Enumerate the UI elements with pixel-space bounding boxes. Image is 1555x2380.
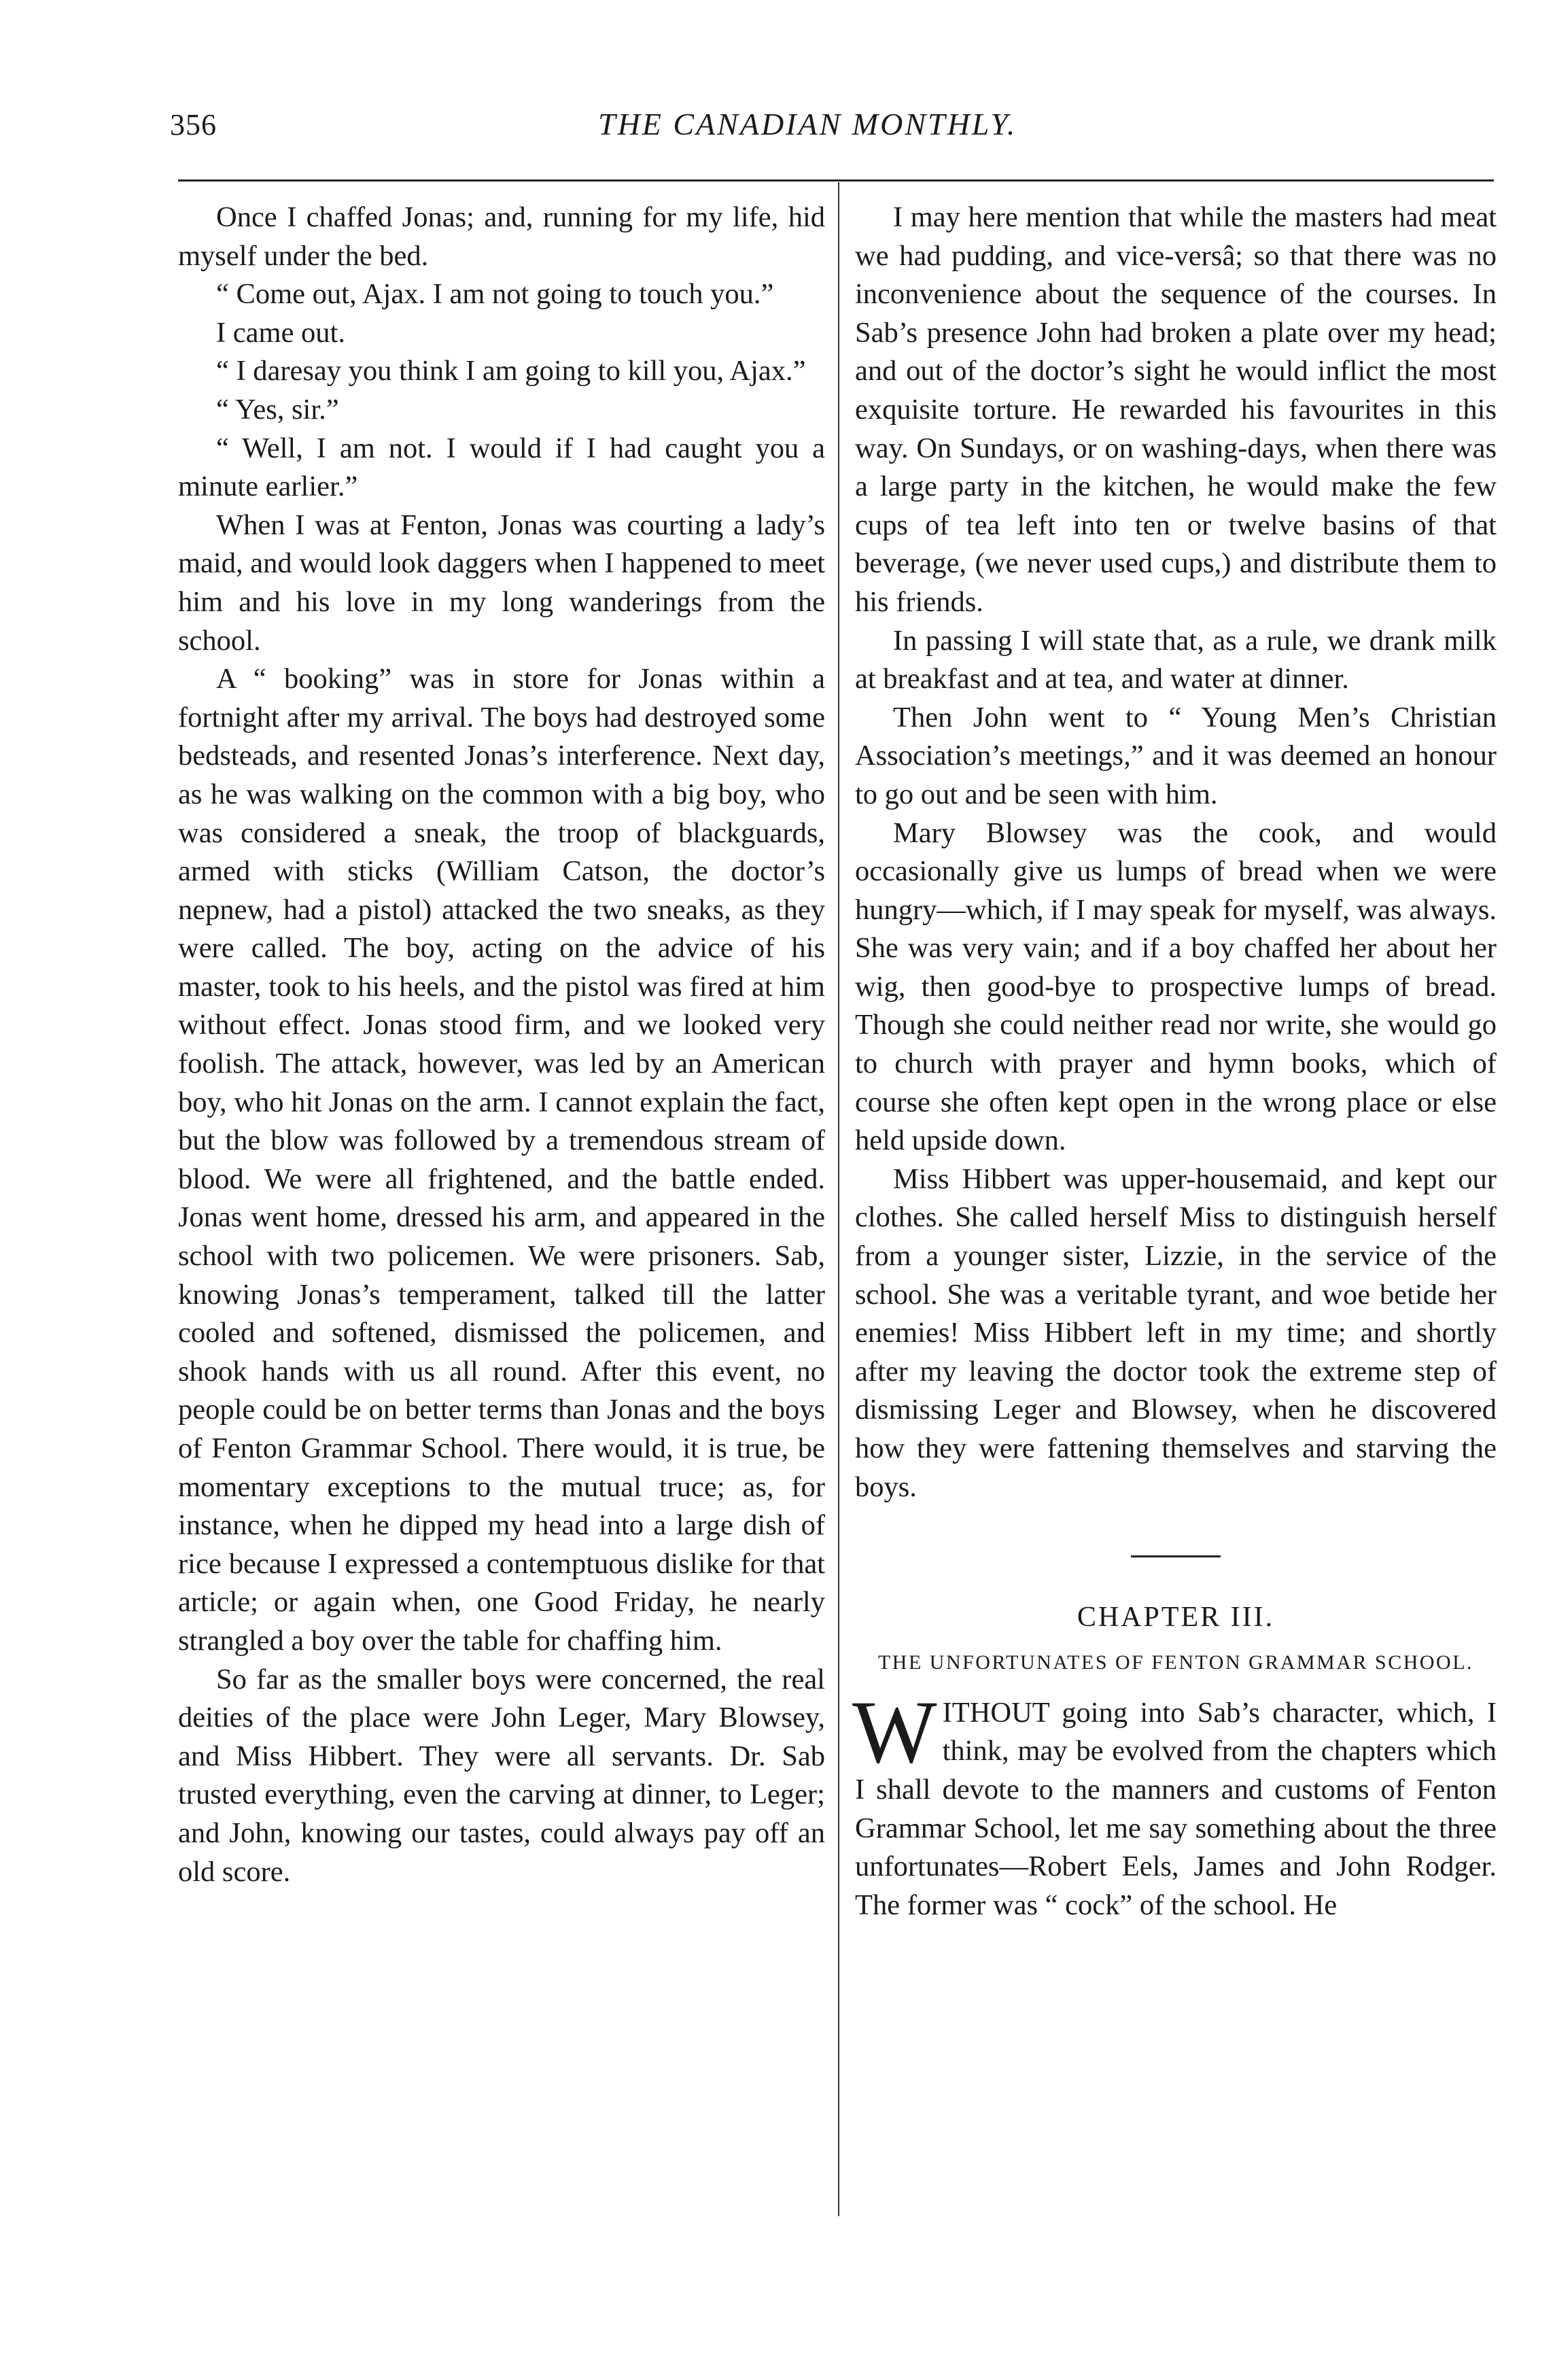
paragraph: “ Yes, sir.” xyxy=(216,393,339,426)
page-number: 356 xyxy=(170,108,217,141)
section-separator xyxy=(1131,1555,1221,1557)
paragraph: I came out. xyxy=(216,316,345,349)
chapter-heading: CHAPTER III. xyxy=(1077,1602,1275,1634)
paragraph: “ Well, I am not. I would if I had caught you a minute earlier.” xyxy=(178,432,825,503)
paragraph: Once I chaffed Jonas; and, running for my life, hid myself under the bed. xyxy=(178,201,825,272)
paragraph: Miss Hibbert was upper-housemaid, and kept our clothes. She called herself Miss to distinguish herself from a younger sister, Lizzie, in the service of the school. She was a veritable tyrant, and woe betide her enemies! Miss Hibbert left in my time; and shortly after my leaving the doctor took the extreme step of dismissing Leger and Blowsey, when he discovered how they were fattening themselves and starving the boys. xyxy=(855,1162,1497,1503)
running-title: THE CANADIAN MONTHLY. xyxy=(598,107,1017,141)
paragraph: “ Come out, Ajax. I am not going to touch you.” xyxy=(216,278,774,311)
paragraph: So far as the smaller boys were concerned, the real deities of the place were John Leger, Mary Blowsey, and Miss Hibbert. They were all servants. Dr. Sab trusted everything, even the carving at dinner, to Leger; and John, knowing our tastes, could always pay off an old score. xyxy=(178,1663,825,1888)
paragraph: A “ booking” was in store for Jonas within a fortnight after my arrival. The boys had destroyed some bedsteads, and resented Jonas’s interference. Next day, as he was walking on the common with a big boy, who was considered a sneak, the troop of blackguards, armed with sticks (William Catson, the doctor’s nepnew, had a pistol) attacked the two sneaks, as they were called. The boy, acting on the advice of his master, took to his heels, and the pistol was fired at him without effect. Jonas stood firm, and we looked very foolish. The attack, however, was led by an American boy, who hit Jonas on the arm. I cannot explain the fact, but the blow was followed by a tremendous stream of blood. We were all frightened, and the battle ended. Jonas went home, dressed his arm, and appeared in the school with two policemen. We were prisoners. Sab, knowing Jonas’s temperament, talked till the latter cooled and softened, dismissed the policemen, and shook hands with us all round. After this event, no people could be on better terms than Jonas and the boys of Fenton Grammar School. There would, it is true, be momentary exceptions to the mutual truce; as, for instance, when he dipped my head into a large dish of rice because I expressed a contemptuous dislike for that article; or again when, one Good Friday, he nearly strangled a boy over the table for chaffing him. xyxy=(178,663,825,1657)
drop-cap: W xyxy=(852,1681,937,1782)
header-rule xyxy=(178,179,1494,182)
paragraph: Mary Blowsey was the cook, and would occasionally give us lumps of bread when we were hungry—which, if I may speak for myself, was always. She was very vain; and if a boy chaffed her about her wig, then good-bye to prospective lumps of bread. Though she could neither read nor write, she would go to church with prayer and hymn books, which of course she often kept open in the wrong place or else held upside down. xyxy=(855,816,1497,1157)
paragraph: When I was at Fenton, Jonas was courting a lady’s maid, and would look daggers when I happened to meet him and his love in my long wanderings from the school. xyxy=(178,508,825,657)
right-column xyxy=(852,199,1497,1925)
paragraph: In passing I will state that, as a rule, we drank milk at breakfast and at tea, and water at dinner. xyxy=(855,624,1497,695)
paragraph: I may here mention that while the masters had meat we had pudding, and vice-versâ; so that there was no inconvenience about the sequence of the courses. In Sab’s presence John had broken a plate over my head; and out of the doctor’s sight he would inflict the most exquisite torture. He rewarded his favourites in this way. On Sundays, or on washing-days, when there was a large party in the kitchen, he would make the few cups of tea left into ten or twelve basins of that beverage, (we never used cups,) and distribute them to his friends. xyxy=(855,201,1497,618)
left-column xyxy=(178,199,825,1891)
chapter-subtitle: THE UNFORTUNATES OF FENTON GRAMMAR SCHOOL. xyxy=(877,1651,1474,1674)
paragraph: “ I daresay you think I am going to kill you, Ajax.” xyxy=(216,355,806,387)
chapter-opening-paragraph xyxy=(852,1681,1497,1925)
chapter-opening-text: ITHOUT going into Sab’s character, which, I think, may be evolved from the chapters which I shall devote to the manners and customs of Fenton Grammar School, let me say something about the three unfortunates—Robert Eels, James and John Rodger. The former was “ cock” of the school. He xyxy=(855,1696,1497,1921)
paragraph: Then John went to “ Young Men’s Christian Association’s meetings,” and it was deemed an honour to go out and be seen with him. xyxy=(855,701,1497,810)
column-divider xyxy=(838,182,839,2216)
